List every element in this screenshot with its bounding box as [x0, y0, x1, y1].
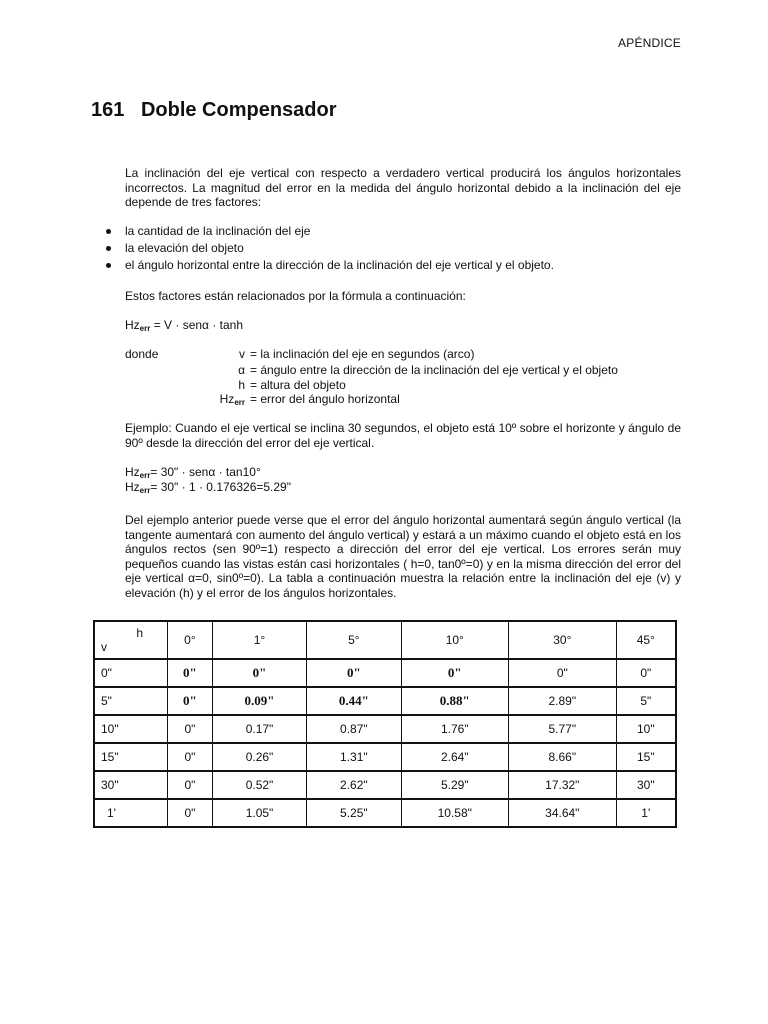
table-cell: 0.09" [212, 687, 306, 715]
corner-cell [94, 621, 168, 659]
column-header: 5° [307, 621, 401, 659]
error-table [93, 620, 677, 828]
table-cell: 2.64" [401, 743, 509, 771]
section-title: Doble Compensador [140, 99, 337, 121]
formula-rhs: = 30" · senα · tan10° [150, 465, 261, 479]
table-cell: 0.88" [401, 687, 509, 715]
definition-text: = ángulo entre la dirección de la inclinación del eje vertical y el objeto [250, 362, 618, 377]
table-cell: 0.52" [212, 771, 306, 799]
table-cell: 1' [616, 799, 676, 827]
table-cell: 5.25" [307, 799, 401, 827]
table-cell: 0" [212, 659, 306, 687]
list-item: la elevación del objeto [104, 240, 554, 257]
row-label: 1' [94, 799, 168, 827]
formula-subscript: err [139, 324, 151, 333]
formula-intro: Estos factores están relacionados por la fórmula a continuación: [125, 289, 466, 303]
formula-lhs: Hz [125, 465, 140, 479]
formula-lhs: Hz [125, 480, 140, 494]
definition-text: = altura del objeto [250, 378, 346, 392]
definition-symbol [165, 392, 245, 409]
table-cell: 1.05" [212, 799, 306, 827]
table-cell: 0" [168, 715, 213, 743]
conclusion-paragraph: Del ejemplo anterior puede verse que el error del ángulo horizontal aumentará según ángulo vertical (la tangente aumentará con aumento del ángulo vertical) y estará a un máximo cuando el objeto está en los ángulos rectos (sen 90º=1) respecto a dirección del error del eje vertical. Los errores serán muy pequeños cuando las vistas están casi horizontales ( h=0, tan0º=0) y en la misma dirección del error del eje vertical α=0, sin0º=0). La tabla a continuación muestra la relación entre la inclinación del eje (v) y elevación (h) y el error de los ángulos horizontales. [125, 513, 681, 600]
table-cell: 0.87" [307, 715, 401, 743]
table-cell: 5.77" [509, 715, 617, 743]
table-cell: 0" [616, 659, 676, 687]
row-label: 30" [94, 771, 168, 799]
definition-symbol: h [238, 378, 245, 392]
table-row [94, 687, 676, 715]
table-cell: 5" [616, 687, 676, 715]
column-header: 0° [168, 621, 213, 659]
formula-subscript: err [139, 471, 151, 480]
table-cell: 0" [168, 771, 213, 799]
row-label: 10" [94, 715, 168, 743]
formula-rhs: = V · senα · tanh [150, 318, 244, 332]
list-item: el ángulo horizontal entre la dirección de la inclinación del eje vertical y el objeto. [104, 257, 554, 274]
main-formula [125, 318, 681, 335]
table-cell: 0.44" [307, 687, 401, 715]
table-row [94, 743, 676, 771]
table-cell: 0" [307, 659, 401, 687]
formula-lhs: Hz [125, 318, 140, 332]
table-cell: 0" [168, 743, 213, 771]
factor-list [104, 223, 554, 274]
table-cell: 8.66" [509, 743, 617, 771]
table-cell: 0" [168, 687, 213, 715]
example-paragraph: Ejemplo: Cuando el eje vertical se inclina 30 segundos, el objeto está 10º sobre el horizonte y ángulo de 90º desde la dirección del error del eje vertical. [125, 421, 681, 450]
table-cell: 1.31" [307, 743, 401, 771]
table-cell: 5.29" [401, 771, 509, 799]
symbol-main: Hz [219, 392, 235, 406]
page-title [91, 99, 337, 122]
column-header: 45° [616, 621, 676, 659]
definition-symbol: α [238, 362, 245, 377]
table-header-row [94, 621, 676, 659]
table-cell: 10" [616, 715, 676, 743]
column-header: 1° [212, 621, 306, 659]
list-item: la cantidad de la inclinación del eje [104, 223, 554, 240]
table-cell: 2.89" [509, 687, 617, 715]
definition-text: = la inclinación del eje en segundos (arco) [250, 347, 475, 361]
table-cell: 0" [509, 659, 617, 687]
definition-symbol: v [239, 347, 245, 361]
formula-subscript: err [139, 486, 151, 495]
table-cell: 0" [401, 659, 509, 687]
corner-v-label: v [101, 640, 107, 654]
table-cell: 15" [616, 743, 676, 771]
table-cell: 2.62" [307, 771, 401, 799]
symbol-subscript: err [234, 398, 245, 407]
table-cell: 17.32" [509, 771, 617, 799]
example-result [125, 480, 681, 497]
row-label: 0" [94, 659, 168, 687]
table-cell: 34.64" [509, 799, 617, 827]
intro-paragraph: La inclinación del eje vertical con respecto a verdadero vertical producirá los ángulos horizontales incorrectos. La magnitud del error en la medida del ángulo horizontal debido a la inclinación del eje depende de tres factores: [125, 166, 681, 209]
section-number: 161 [91, 99, 125, 121]
table-row [94, 771, 676, 799]
table-row [94, 799, 676, 827]
table-row [94, 715, 676, 743]
formula-rhs: = 30" · 1 · 0.176326=5.29" [150, 480, 291, 494]
table-cell: 0.26" [212, 743, 306, 771]
definition-text: = error del ángulo horizontal [250, 392, 400, 406]
corner-h-label: h [136, 626, 143, 640]
where-label: donde [125, 347, 159, 361]
column-header: 10° [401, 621, 509, 659]
table-cell: 0.17" [212, 715, 306, 743]
column-header: 30° [509, 621, 617, 659]
table-cell: 1.76" [401, 715, 509, 743]
table-cell: 30" [616, 771, 676, 799]
row-label: 15" [94, 743, 168, 771]
table-cell: 0" [168, 799, 213, 827]
section-header: APÉNDICE [618, 36, 681, 50]
table-row [94, 659, 676, 687]
table-cell: 10.58" [401, 799, 509, 827]
row-label: 5" [94, 687, 168, 715]
table-cell: 0" [168, 659, 213, 687]
